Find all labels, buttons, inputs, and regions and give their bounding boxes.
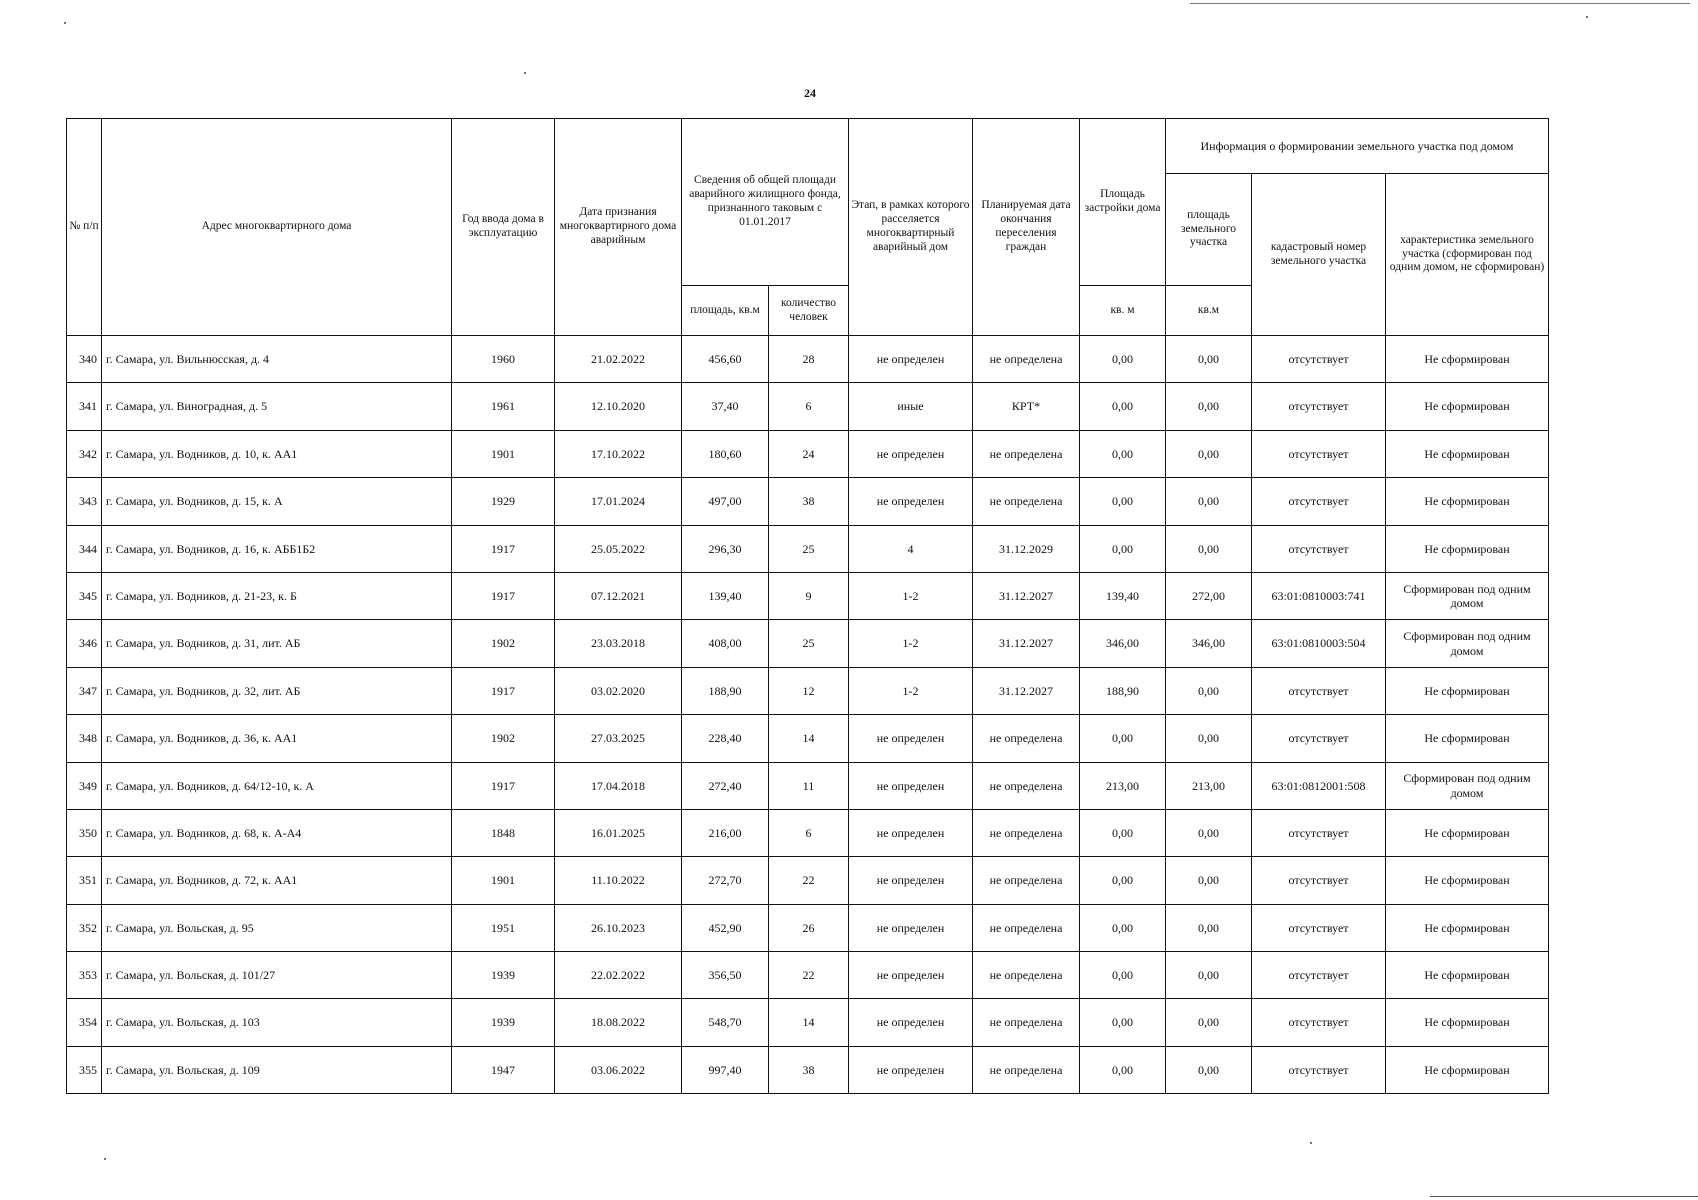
cell-date-recognized: 21.02.2022 bbox=[555, 336, 682, 383]
cell-num: 343 bbox=[67, 478, 102, 525]
header-land-status: характеристика земельного участка (сформирован под одним домом, не сформирован) bbox=[1386, 174, 1549, 336]
cell-num: 346 bbox=[67, 620, 102, 667]
cell-address: г. Самара, ул. Водников, д. 32, лит. АБ bbox=[102, 667, 452, 714]
cell-stage: 4 bbox=[849, 525, 973, 572]
cell-area: 37,40 bbox=[682, 383, 769, 430]
table-row bbox=[67, 809, 1549, 856]
cell-num: 345 bbox=[67, 572, 102, 619]
cell-people: 25 bbox=[769, 620, 849, 667]
cell-cadastral: отсутствует bbox=[1252, 999, 1386, 1046]
cell-num: 344 bbox=[67, 525, 102, 572]
cell-land-area: 213,00 bbox=[1166, 762, 1252, 809]
cell-cadastral: 63:01:0810003:741 bbox=[1252, 572, 1386, 619]
cell-address: г. Самара, ул. Виноградная, д. 5 bbox=[102, 383, 452, 430]
cell-land-status: Не сформирован bbox=[1386, 999, 1549, 1046]
cell-stage: не определен bbox=[849, 904, 973, 951]
cell-land-area: 0,00 bbox=[1166, 999, 1252, 1046]
cell-date-recognized: 22.02.2022 bbox=[555, 952, 682, 999]
cell-num: 340 bbox=[67, 336, 102, 383]
cell-address: г. Самара, ул. Водников, д. 72, к. АА1 bbox=[102, 857, 452, 904]
cell-address: г. Самара, ул. Водников, д. 31, лит. АБ bbox=[102, 620, 452, 667]
cell-land-status: Не сформирован bbox=[1386, 336, 1549, 383]
table-row bbox=[67, 620, 1549, 667]
cell-land-area: 0,00 bbox=[1166, 478, 1252, 525]
cell-stage: 1-2 bbox=[849, 572, 973, 619]
cell-year: 1901 bbox=[452, 430, 555, 477]
header-stage: Этап, в рамках которого расселяется многоквартирный аварийный дом bbox=[849, 119, 973, 336]
cell-num: 342 bbox=[67, 430, 102, 477]
table-row bbox=[67, 572, 1549, 619]
table-row bbox=[67, 525, 1549, 572]
cell-planned-date: не определена bbox=[973, 999, 1080, 1046]
cell-land-status: Не сформирован bbox=[1386, 857, 1549, 904]
cell-year: 1902 bbox=[452, 620, 555, 667]
cell-building-area: 346,00 bbox=[1080, 620, 1166, 667]
header-building-area: Площадь застройки дома bbox=[1080, 119, 1166, 286]
cell-cadastral: отсутствует bbox=[1252, 478, 1386, 525]
cell-num: 349 bbox=[67, 762, 102, 809]
cell-address: г. Самара, ул. Водников, д. 68, к. А-А4 bbox=[102, 809, 452, 856]
cell-planned-date: 31.12.2027 bbox=[973, 667, 1080, 714]
cell-cadastral: отсутствует bbox=[1252, 1046, 1386, 1093]
cell-area: 452,90 bbox=[682, 904, 769, 951]
cell-num: 352 bbox=[67, 904, 102, 951]
cell-stage: не определен bbox=[849, 857, 973, 904]
cell-area: 548,70 bbox=[682, 999, 769, 1046]
cell-land-status: Не сформирован bbox=[1386, 809, 1549, 856]
cell-date-recognized: 23.03.2018 bbox=[555, 620, 682, 667]
cell-planned-date: не определена bbox=[973, 336, 1080, 383]
cell-address: г. Самара, ул. Вольская, д. 109 bbox=[102, 1046, 452, 1093]
cell-num: 351 bbox=[67, 857, 102, 904]
cell-stage: не определен bbox=[849, 809, 973, 856]
cell-people: 25 bbox=[769, 525, 849, 572]
scan-speck bbox=[1310, 1142, 1312, 1144]
cell-land-status: Не сформирован bbox=[1386, 430, 1549, 477]
cell-building-area: 0,00 bbox=[1080, 336, 1166, 383]
cell-building-area: 213,00 bbox=[1080, 762, 1166, 809]
cell-cadastral: отсутствует bbox=[1252, 383, 1386, 430]
cell-planned-date: не определена bbox=[973, 715, 1080, 762]
cell-building-area: 0,00 bbox=[1080, 952, 1166, 999]
cell-land-status: Сформирован под одним домом bbox=[1386, 762, 1549, 809]
cell-area: 216,00 bbox=[682, 809, 769, 856]
cell-land-status: Сформирован под одним домом bbox=[1386, 572, 1549, 619]
cell-land-area: 0,00 bbox=[1166, 383, 1252, 430]
cell-cadastral: отсутствует bbox=[1252, 809, 1386, 856]
cell-date-recognized: 17.10.2022 bbox=[555, 430, 682, 477]
cell-people: 26 bbox=[769, 904, 849, 951]
cell-date-recognized: 12.10.2020 bbox=[555, 383, 682, 430]
cell-land-area: 0,00 bbox=[1166, 857, 1252, 904]
cell-area: 408,00 bbox=[682, 620, 769, 667]
cell-date-recognized: 03.06.2022 bbox=[555, 1046, 682, 1093]
header-area: площадь, кв.м bbox=[682, 286, 769, 336]
cell-year: 1917 bbox=[452, 525, 555, 572]
table-row bbox=[67, 336, 1549, 383]
cell-stage: иные bbox=[849, 383, 973, 430]
cell-building-area: 0,00 bbox=[1080, 383, 1166, 430]
cell-stage: не определен bbox=[849, 336, 973, 383]
header-land-area-unit: кв.м bbox=[1166, 286, 1252, 336]
scan-speck bbox=[104, 1158, 106, 1160]
cell-land-area: 0,00 bbox=[1166, 904, 1252, 951]
cell-num: 353 bbox=[67, 952, 102, 999]
table-row bbox=[67, 1046, 1549, 1093]
cell-stage: не определен bbox=[849, 430, 973, 477]
cell-people: 38 bbox=[769, 478, 849, 525]
cell-building-area: 0,00 bbox=[1080, 857, 1166, 904]
cell-people: 9 bbox=[769, 572, 849, 619]
scan-artifact-line bbox=[1430, 1196, 1698, 1197]
cell-address: г. Самара, ул. Водников, д. 16, к. АББ1Б2 bbox=[102, 525, 452, 572]
header-num: № п/п bbox=[67, 119, 102, 336]
cell-people: 28 bbox=[769, 336, 849, 383]
cell-people: 14 bbox=[769, 999, 849, 1046]
cell-planned-date: не определена bbox=[973, 478, 1080, 525]
cell-people: 6 bbox=[769, 809, 849, 856]
cell-date-recognized: 03.02.2020 bbox=[555, 667, 682, 714]
cell-land-area: 0,00 bbox=[1166, 952, 1252, 999]
cell-building-area: 0,00 bbox=[1080, 478, 1166, 525]
cell-date-recognized: 16.01.2025 bbox=[555, 809, 682, 856]
cell-num: 348 bbox=[67, 715, 102, 762]
cell-land-status: Не сформирован bbox=[1386, 525, 1549, 572]
cell-address: г. Самара, ул. Вольская, д. 95 bbox=[102, 904, 452, 951]
table-row bbox=[67, 430, 1549, 477]
cell-people: 38 bbox=[769, 1046, 849, 1093]
cell-land-status: Не сформирован bbox=[1386, 715, 1549, 762]
table-row bbox=[67, 999, 1549, 1046]
cell-year: 1917 bbox=[452, 762, 555, 809]
cell-year: 1960 bbox=[452, 336, 555, 383]
scan-speck bbox=[1586, 16, 1588, 18]
cell-land-status: Не сформирован bbox=[1386, 478, 1549, 525]
table-row bbox=[67, 952, 1549, 999]
table-row bbox=[67, 667, 1549, 714]
cell-planned-date: КРТ* bbox=[973, 383, 1080, 430]
cell-people: 11 bbox=[769, 762, 849, 809]
cell-area: 139,40 bbox=[682, 572, 769, 619]
cell-land-area: 0,00 bbox=[1166, 1046, 1252, 1093]
cell-date-recognized: 17.01.2024 bbox=[555, 478, 682, 525]
cell-cadastral: отсутствует bbox=[1252, 952, 1386, 999]
cell-stage: не определен bbox=[849, 1046, 973, 1093]
cell-area: 456,60 bbox=[682, 336, 769, 383]
page-number: 24 bbox=[804, 86, 816, 100]
cell-people: 12 bbox=[769, 667, 849, 714]
cell-date-recognized: 25.05.2022 bbox=[555, 525, 682, 572]
header-land-area: площадь земельного участка bbox=[1166, 174, 1252, 286]
cell-num: 354 bbox=[67, 999, 102, 1046]
cell-year: 1917 bbox=[452, 667, 555, 714]
cell-planned-date: не определена bbox=[973, 809, 1080, 856]
scan-artifact-line bbox=[1190, 3, 1690, 4]
header-land-info: Информация о формировании земельного участка под домом bbox=[1166, 119, 1549, 174]
scan-speck bbox=[524, 72, 526, 74]
cell-planned-date: не определена bbox=[973, 430, 1080, 477]
table-row bbox=[67, 904, 1549, 951]
cell-people: 24 bbox=[769, 430, 849, 477]
cell-year: 1929 bbox=[452, 478, 555, 525]
header-address: Адрес многоквартирного дома bbox=[102, 119, 452, 336]
cell-land-area: 0,00 bbox=[1166, 809, 1252, 856]
cell-planned-date: 31.12.2027 bbox=[973, 620, 1080, 667]
cell-date-recognized: 07.12.2021 bbox=[555, 572, 682, 619]
header-planned-date: Планируемая дата окончания переселения граждан bbox=[973, 119, 1080, 336]
cell-land-status: Сформирован под одним домом bbox=[1386, 620, 1549, 667]
cell-cadastral: 63:01:0812001:508 bbox=[1252, 762, 1386, 809]
cell-area: 228,40 bbox=[682, 715, 769, 762]
header-people: количество человек bbox=[769, 286, 849, 336]
cell-area: 356,50 bbox=[682, 952, 769, 999]
cell-year: 1902 bbox=[452, 715, 555, 762]
cell-date-recognized: 27.03.2025 bbox=[555, 715, 682, 762]
cell-year: 1917 bbox=[452, 572, 555, 619]
table-row bbox=[67, 762, 1549, 809]
cell-land-status: Не сформирован bbox=[1386, 1046, 1549, 1093]
cell-people: 14 bbox=[769, 715, 849, 762]
cell-cadastral: отсутствует bbox=[1252, 525, 1386, 572]
cell-address: г. Самара, ул. Вильнюсская, д. 4 bbox=[102, 336, 452, 383]
cell-land-area: 0,00 bbox=[1166, 430, 1252, 477]
header-area-info: Сведения об общей площади аварийного жилищного фонда, признанного таковым с 01.01.2017 bbox=[682, 119, 849, 286]
table-row bbox=[67, 715, 1549, 762]
cell-planned-date: не определена bbox=[973, 904, 1080, 951]
header-cadastral: кадастровый номер земельного участка bbox=[1252, 174, 1386, 336]
cell-cadastral: отсутствует bbox=[1252, 430, 1386, 477]
cell-area: 188,90 bbox=[682, 667, 769, 714]
cell-building-area: 0,00 bbox=[1080, 525, 1166, 572]
cell-num: 347 bbox=[67, 667, 102, 714]
cell-building-area: 139,40 bbox=[1080, 572, 1166, 619]
cell-num: 350 bbox=[67, 809, 102, 856]
cell-building-area: 0,00 bbox=[1080, 1046, 1166, 1093]
cell-land-area: 0,00 bbox=[1166, 525, 1252, 572]
cell-land-status: Не сформирован bbox=[1386, 383, 1549, 430]
cell-area: 272,40 bbox=[682, 762, 769, 809]
cell-year: 1947 bbox=[452, 1046, 555, 1093]
header-year: Год ввода дома в эксплуатацию bbox=[452, 119, 555, 336]
cell-planned-date: не определена bbox=[973, 952, 1080, 999]
cell-cadastral: отсутствует bbox=[1252, 336, 1386, 383]
cell-planned-date: не определена bbox=[973, 762, 1080, 809]
table-row bbox=[67, 383, 1549, 430]
header-building-area-unit: кв. м bbox=[1080, 286, 1166, 336]
cell-stage: не определен bbox=[849, 952, 973, 999]
cell-cadastral: отсутствует bbox=[1252, 857, 1386, 904]
cell-stage: не определен bbox=[849, 478, 973, 525]
cell-cadastral: отсутствует bbox=[1252, 667, 1386, 714]
cell-area: 997,40 bbox=[682, 1046, 769, 1093]
table-header bbox=[67, 119, 1549, 336]
cell-land-area: 0,00 bbox=[1166, 667, 1252, 714]
cell-stage: не определен bbox=[849, 999, 973, 1046]
cell-year: 1939 bbox=[452, 952, 555, 999]
cell-stage: 1-2 bbox=[849, 667, 973, 714]
cell-address: г. Самара, ул. Водников, д. 15, к. А bbox=[102, 478, 452, 525]
cell-num: 341 bbox=[67, 383, 102, 430]
cell-land-status: Не сформирован bbox=[1386, 904, 1549, 951]
cell-building-area: 0,00 bbox=[1080, 999, 1166, 1046]
cell-date-recognized: 26.10.2023 bbox=[555, 904, 682, 951]
cell-building-area: 0,00 bbox=[1080, 904, 1166, 951]
cell-planned-date: 31.12.2027 bbox=[973, 572, 1080, 619]
cell-building-area: 188,90 bbox=[1080, 667, 1166, 714]
cell-year: 1961 bbox=[452, 383, 555, 430]
cell-date-recognized: 17.04.2018 bbox=[555, 762, 682, 809]
cell-cadastral: отсутствует bbox=[1252, 715, 1386, 762]
cell-year: 1951 bbox=[452, 904, 555, 951]
cell-stage: не определен bbox=[849, 715, 973, 762]
cell-land-area: 0,00 bbox=[1166, 336, 1252, 383]
cell-people: 6 bbox=[769, 383, 849, 430]
cell-area: 497,00 bbox=[682, 478, 769, 525]
cell-address: г. Самара, ул. Водников, д. 36, к. АА1 bbox=[102, 715, 452, 762]
cell-planned-date: не определена bbox=[973, 857, 1080, 904]
scan-speck bbox=[64, 22, 66, 24]
cell-land-status: Не сформирован bbox=[1386, 667, 1549, 714]
cell-cadastral: отсутствует bbox=[1252, 904, 1386, 951]
cell-address: г. Самара, ул. Вольская, д. 101/27 bbox=[102, 952, 452, 999]
cell-planned-date: 31.12.2029 bbox=[973, 525, 1080, 572]
cell-date-recognized: 18.08.2022 bbox=[555, 999, 682, 1046]
table-body bbox=[67, 336, 1549, 1094]
cell-building-area: 0,00 bbox=[1080, 430, 1166, 477]
cell-stage: не определен bbox=[849, 762, 973, 809]
cell-land-area: 346,00 bbox=[1166, 620, 1252, 667]
cell-building-area: 0,00 bbox=[1080, 715, 1166, 762]
table-row bbox=[67, 478, 1549, 525]
emergency-housing-table bbox=[66, 118, 1549, 1094]
header-date-recognized: Дата признания многоквартирного дома аварийным bbox=[555, 119, 682, 336]
cell-area: 180,60 bbox=[682, 430, 769, 477]
cell-year: 1901 bbox=[452, 857, 555, 904]
cell-land-status: Не сформирован bbox=[1386, 952, 1549, 999]
cell-date-recognized: 11.10.2022 bbox=[555, 857, 682, 904]
cell-land-area: 272,00 bbox=[1166, 572, 1252, 619]
cell-land-area: 0,00 bbox=[1166, 715, 1252, 762]
cell-area: 272,70 bbox=[682, 857, 769, 904]
cell-address: г. Самара, ул. Водников, д. 64/12-10, к. А bbox=[102, 762, 452, 809]
cell-address: г. Самара, ул. Водников, д. 21-23, к. Б bbox=[102, 572, 452, 619]
cell-num: 355 bbox=[67, 1046, 102, 1093]
cell-building-area: 0,00 bbox=[1080, 809, 1166, 856]
cell-planned-date: не определена bbox=[973, 1046, 1080, 1093]
table-row bbox=[67, 857, 1549, 904]
cell-people: 22 bbox=[769, 952, 849, 999]
cell-cadastral: 63:01:0810003:504 bbox=[1252, 620, 1386, 667]
cell-people: 22 bbox=[769, 857, 849, 904]
cell-year: 1939 bbox=[452, 999, 555, 1046]
cell-area: 296,30 bbox=[682, 525, 769, 572]
cell-stage: 1-2 bbox=[849, 620, 973, 667]
cell-address: г. Самара, ул. Водников, д. 10, к. АА1 bbox=[102, 430, 452, 477]
cell-year: 1848 bbox=[452, 809, 555, 856]
cell-address: г. Самара, ул. Вольская, д. 103 bbox=[102, 999, 452, 1046]
